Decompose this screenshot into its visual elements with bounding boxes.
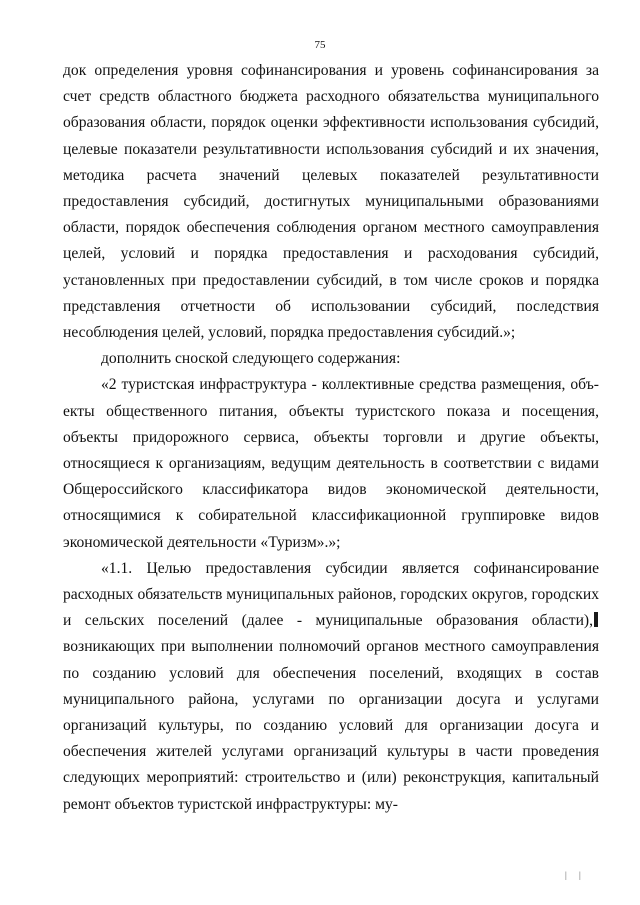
page-number: 75 <box>314 39 326 51</box>
text-cursor <box>594 612 598 627</box>
paragraph-continuation: док определения уровня софинансирования и уровень софинансирования за счет средств областного бюджета расходного обязательства муниципального образования области, порядок оценки эффективности использования субсидий, целевые показатели результативности использования субсидий и их значения, методика расчета значений целевых показателей результативности предоставления субсидий, достигнутых муниципальными образованиями области, порядок обеспечения соблюдения органом местного самоуправления целей, условий и порядка предоставления и расходования субсидий, установленных при предоставлении субсидий, в том числе сроков и порядка представления отчетности об использовании субсидий, последствия несоблюдения целей, условий, порядка предоставления субсидий.»; <box>63 62 599 342</box>
paragraph-footnote-instruction: дополнить сноской следующего содержания: <box>101 350 401 368</box>
document-body <box>63 58 599 818</box>
paragraph-subsidy-purpose <box>63 556 599 818</box>
footer-marks: | | <box>565 870 586 880</box>
paragraph-text-after-cursor: возникающих при выполнении полномочий органов местного самоуправления по созданию условий для обеспечения поселений, входящих в состав муниципального района, услугами по организации досуга и услугами организаций культуры, по созданию условий для организации досуга и обеспечения жителей услугами организаций культуры в части проведения следующих мероприятий: строительство и (или) реконструкция, капитальный ремонт объектов туристской инфраструктуры: му- <box>63 638 599 813</box>
paragraph-footnote-definition: «2 туристская инфраструктура - коллективные средства размещения, объекты общественного питания, объекты туристского показа и посещения, объекты придорожного сервиса, объекты торговли и другие объекты, относящиеся к организациям, ведущим деятельность в соответствии с видами Общероссийского классификатора видов экономической деятельности, относящимися к собирательной классификационной группировке видов экономической деятельности «Туризм».»; <box>63 376 599 551</box>
paragraph-text-before-cursor: «1.1. Целью предоставления субсидии является софинансирование расходных обязательств муниципальных районов, городских округов, городских и сельских поселений (далее - муниципальные образования области), <box>63 559 599 630</box>
